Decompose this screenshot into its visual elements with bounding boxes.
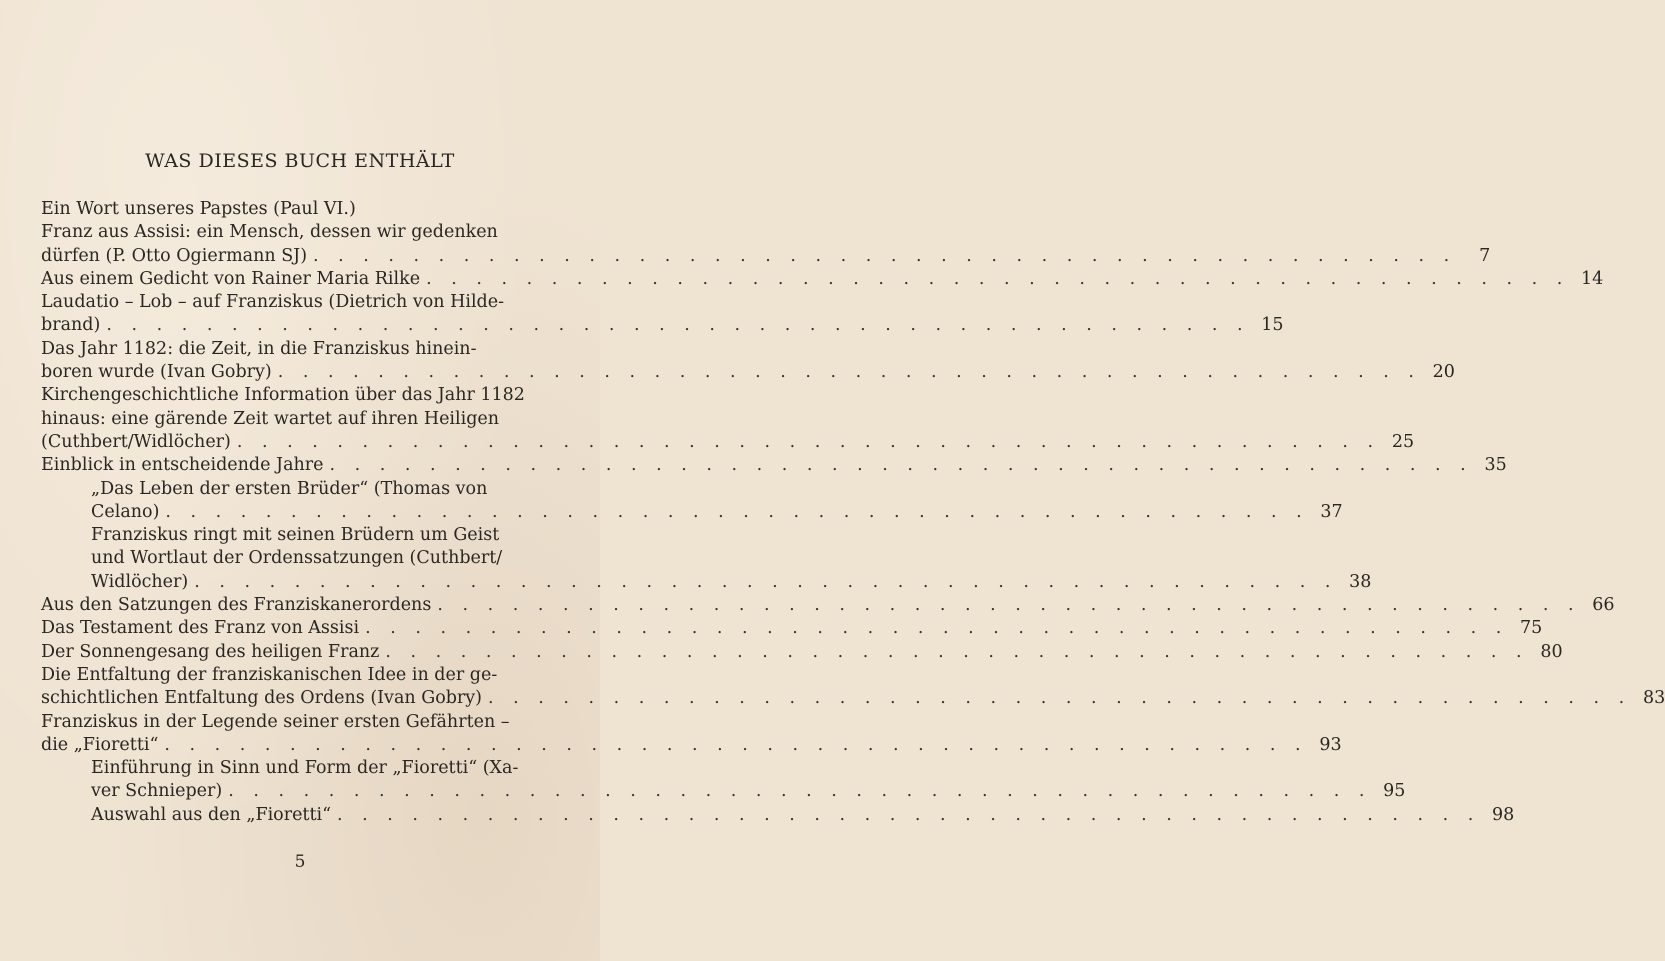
toc-entry-text: „Das Leben der ersten Brüder“ (Thomas von	[91, 478, 488, 499]
dot-leader: . . . . . . . . . . . . . . . . . . . . . . . . . . . . . . . . . . . . . . . . . . . . . .	[236, 431, 1381, 452]
toc-entry-line	[41, 338, 562, 361]
toc-page-number: 66	[1592, 595, 1615, 616]
page-title: WAS DIESES BUCH ENTHÄLT	[145, 150, 455, 172]
toc-entry-line	[41, 361, 1455, 384]
toc-entry	[41, 478, 1343, 525]
toc-entry-line	[41, 617, 1543, 640]
toc-entry-text: und Wortlaut der Ordenssatzungen (Cuthbert/	[91, 548, 503, 569]
toc-entry-line	[41, 408, 562, 431]
toc-entry-line	[41, 641, 1563, 664]
toc-entry-text: dürfen (P. Otto Ogiermann SJ)	[41, 245, 308, 266]
toc-entry	[41, 198, 562, 221]
toc-entry-text: hinaus: eine gärende Zeit wartet auf ihren Heiligen	[41, 408, 500, 429]
toc-entry	[41, 384, 1415, 454]
toc-entry	[41, 268, 1604, 291]
toc-entry	[41, 711, 1342, 758]
dot-leader: . . . . . . . . . . . . . . . . . . . . . . . . . . . . . . . . . . . . . . . . . . . . . .	[437, 595, 1581, 616]
toc-entry-line	[41, 221, 562, 244]
dot-leader: . . . . . . . . . . . . . . . . . . . . . . . . . . . . . . . . . . . . . . . . . . . . . .	[165, 501, 1309, 522]
toc-entry-text: Aus einem Gedicht von Rainer Maria Rilke	[41, 268, 421, 289]
toc-page-number: 7	[1479, 245, 1491, 266]
toc-page-number: 75	[1520, 618, 1543, 639]
page-number: 5	[294, 852, 306, 872]
toc-entry-text: Einführung in Sinn und Form der „Fioretti“ (Xa-	[91, 758, 519, 779]
toc-entry-line	[41, 547, 562, 570]
toc-entry-text: ver Schnieper)	[91, 781, 223, 802]
toc-entry	[41, 221, 1491, 268]
table-of-contents	[41, 198, 1665, 827]
toc-entry	[41, 641, 1563, 664]
dot-leader: . . . . . . . . . . . . . . . . . . . . . . . . . . . . . . . . . . . . . . . . . . . . . .	[385, 641, 1529, 662]
dot-leader: . . . . . . . . . . . . . . . . . . . . . . . . . . . . . . . . . . . . . . . . . . . . . .	[228, 781, 1372, 802]
toc-page-number: 95	[1383, 781, 1406, 802]
toc-entry-text: die „Fioretti“	[41, 734, 159, 755]
toc-entry-line	[41, 198, 562, 221]
toc-entry-line	[41, 291, 562, 314]
toc-entry-text: Franziskus in der Legende seiner ersten Gefährten –	[41, 711, 510, 732]
toc-entry-text: Franziskus ringt mit seinen Brüdern um Geist	[91, 525, 500, 546]
toc-page-number: 37	[1320, 501, 1343, 522]
toc-entry-line	[41, 501, 1343, 524]
toc-entry-line	[41, 664, 562, 687]
dot-leader: . . . . . . . . . . . . . . . . . . . . . . . . . . . . . . . . . . . . . . . . . . . . . .	[337, 804, 1481, 825]
toc-entry-text: Einblick in entscheidende Jahre	[41, 455, 324, 476]
toc-entry-text: Der Sonnengesang des heiligen Franz	[41, 641, 380, 662]
toc-entry-text: Widlöcher)	[91, 571, 189, 592]
dot-leader: . . . . . . . . . . . . . . . . . . . . . . . . . . . . . . . . . . . . . . . . . . . . . .	[106, 315, 1250, 336]
toc-entry-text: Aus den Satzungen des Franziskanerordens	[41, 595, 432, 616]
toc-entry-text: Das Jahr 1182: die Zeit, in die Franziskus hinein-	[41, 338, 477, 359]
toc-entry-line	[41, 594, 1615, 617]
toc-entry-line	[41, 571, 1372, 594]
dot-leader: . . . . . . . . . . . . . . . . . . . . . . . . . . . . . . . . . . . . . . . . . . . . . .	[194, 571, 1338, 592]
toc-entry-text: schichtlichen Entfaltung des Ordens (Ivan Gobry)	[41, 688, 483, 709]
dot-leader: . . . . . . . . . . . . . . . . . . . . . . . . . . . . . . . . . . . . . . . . . . . . . .	[313, 245, 1457, 266]
toc-entry-text: (Cuthbert/Widlöcher)	[41, 431, 231, 452]
toc-page-number: 83	[1642, 688, 1665, 709]
dot-leader: . . . . . . . . . . . . . . . . . . . . . . . . . . . . . . . . . . . . . . . . . . . . . .	[277, 362, 1421, 383]
toc-entry	[41, 757, 1406, 804]
toc-entry-text: Franz aus Assisi: ein Mensch, dessen wir gedenken	[41, 222, 498, 243]
toc-page-number: 35	[1484, 455, 1507, 476]
toc-entry	[41, 454, 1507, 477]
toc-entry-line	[41, 711, 562, 734]
toc-entry-line	[41, 757, 562, 780]
dot-leader: . . . . . . . . . . . . . . . . . . . . . . . . . . . . . . . . . . . . . . . . . . . . . .	[365, 618, 1509, 639]
toc-entry	[41, 804, 1515, 827]
toc-entry-line	[41, 454, 1507, 477]
toc-entry-text: Die Entfaltung der franziskanischen Idee in der ge-	[41, 664, 498, 685]
toc-entry	[41, 594, 1615, 617]
toc-entry-line	[41, 478, 562, 501]
toc-page-number: 15	[1261, 315, 1284, 336]
toc-entry-line	[41, 804, 1515, 827]
toc-page-number: 25	[1391, 431, 1415, 452]
toc-entry-line	[41, 268, 1604, 291]
toc-entry-line	[41, 780, 1406, 803]
dot-leader: . . . . . . . . . . . . . . . . . . . . . . . . . . . . . . . . . . . . . . . . . . . . . .	[488, 688, 1632, 709]
toc-page-number: 14	[1581, 268, 1604, 289]
dot-leader: . . . . . . . . . . . . . . . . . . . . . . . . . . . . . . . . . . . . . . . . . . . . . .	[426, 268, 1570, 289]
toc-entry-line	[41, 734, 1342, 757]
toc-entry-line	[41, 245, 1491, 268]
toc-entry-text: Auswahl aus den „Fioretti“	[91, 804, 332, 825]
toc-page-number: 38	[1349, 571, 1372, 592]
toc-entry-text: brand)	[41, 315, 101, 336]
toc-entry-text: boren wurde (Ivan Gobry)	[41, 362, 272, 383]
toc-entry-line	[41, 431, 1415, 454]
toc-entry-line	[41, 384, 562, 407]
toc-entry	[41, 338, 1455, 385]
toc-entry-text: Celano)	[91, 501, 160, 522]
dot-leader: . . . . . . . . . . . . . . . . . . . . . . . . . . . . . . . . . . . . . . . . . . . . . .	[329, 455, 1473, 476]
toc-entry	[41, 524, 1372, 594]
dot-leader: . . . . . . . . . . . . . . . . . . . . . . . . . . . . . . . . . . . . . . . . . . . . . .	[164, 734, 1308, 755]
toc-page-number: 93	[1319, 734, 1342, 755]
toc-entry-text: Das Testament des Franz von Assisi	[41, 618, 360, 639]
toc-entry	[41, 617, 1543, 640]
toc-page-number: 98	[1491, 804, 1515, 825]
toc-page-number: 80	[1540, 641, 1563, 662]
toc-entry-text: Laudatio – Lob – auf Franziskus (Dietrich von Hilde-	[41, 292, 505, 313]
toc-page-number: 20	[1432, 362, 1455, 383]
toc-entry	[41, 291, 1284, 338]
toc-entry-text: Ein Wort unseres Papstes (Paul VI.)	[41, 199, 356, 219]
toc-entry	[41, 664, 1665, 711]
toc-entry-line	[41, 314, 1284, 337]
toc-entry-line	[41, 687, 1665, 710]
toc-entry-line	[41, 524, 562, 547]
toc-entry-text: Kirchengeschichtliche Information über das Jahr 1182	[41, 385, 525, 406]
